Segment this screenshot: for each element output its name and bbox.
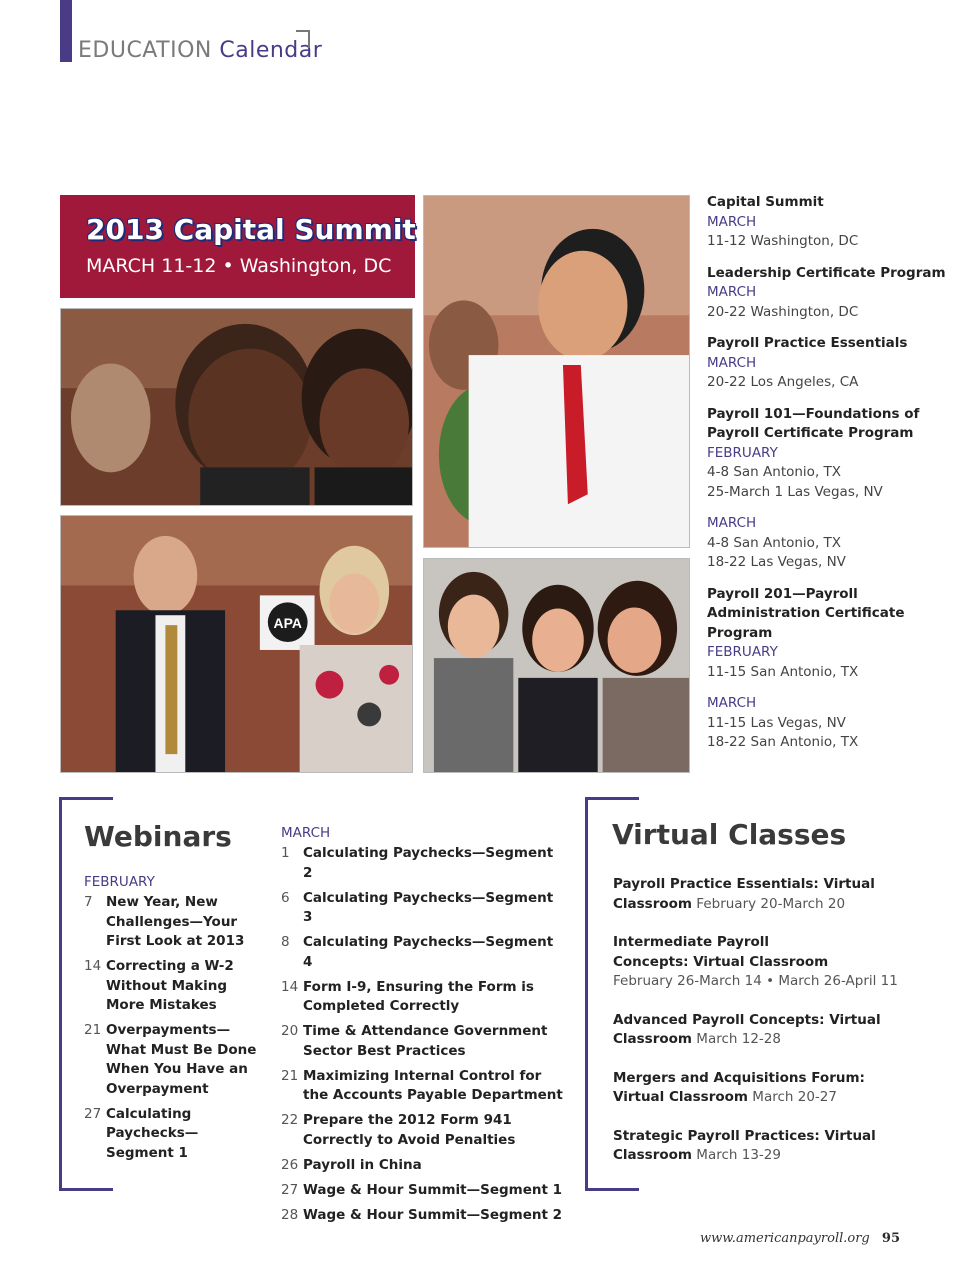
webinar-day: 26 xyxy=(281,1156,299,1173)
webinar-name: Maximizing Internal Control for the Accounts Payable Department xyxy=(303,1067,563,1103)
virtual-class-item xyxy=(613,875,913,914)
bracket-bottom xyxy=(585,1188,639,1191)
webinar-item xyxy=(281,1111,566,1150)
webinar-name: Prepare the 2012 Form 941 Correctly to Avoid Penalties xyxy=(303,1112,516,1148)
webinar-item xyxy=(281,1206,566,1226)
webinar-day: 6 xyxy=(281,889,290,906)
header-corner-mark xyxy=(296,30,310,48)
virtual-classes-bracket xyxy=(585,797,595,1191)
virtual-class-name: Payroll Practice Essentials: Virtual Classroom xyxy=(613,876,875,912)
webinar-day: 22 xyxy=(281,1112,299,1128)
banner-title: 2013 Capital Summit xyxy=(86,213,416,246)
webinar-day: 14 xyxy=(281,978,299,995)
webinar-name: Calculating Paychecks—Segment 2 xyxy=(303,845,554,881)
photo-man-red-tie xyxy=(423,195,690,548)
webinar-item xyxy=(84,893,264,952)
footer-url[interactable]: www.americanpayroll.org xyxy=(699,1231,870,1246)
webinar-name: Overpayments— What Must Be Done When You Have an Overpayment xyxy=(106,1022,257,1097)
event-entry xyxy=(707,405,947,503)
webinar-name: Payroll in China xyxy=(303,1156,422,1173)
webinar-item xyxy=(281,889,566,928)
virtual-class-dates: March 13-29 xyxy=(696,1147,781,1163)
webinar-item xyxy=(281,1156,566,1176)
webinars-bracket xyxy=(59,797,69,1191)
event-entry xyxy=(707,694,947,753)
webinars-march-month: MARCH xyxy=(281,825,331,841)
event-entry xyxy=(707,193,947,252)
webinar-name: Calculating Paychecks—Segment 4 xyxy=(303,934,554,970)
event-location: 4-8 San Antonio, TX xyxy=(707,464,842,480)
virtual-classes-list xyxy=(613,875,913,1185)
webinar-day: 8 xyxy=(281,934,290,950)
virtual-class-name: Strategic Payroll Practices: Virtual Classroom xyxy=(613,1127,876,1163)
webinar-day: 21 xyxy=(281,1067,299,1084)
event-name: Payroll 101—Foundations of Payroll Certificate Program xyxy=(707,405,920,441)
webinar-day: 27 xyxy=(281,1181,299,1198)
bracket-bottom xyxy=(59,1188,113,1191)
webinars-february-list xyxy=(84,893,264,1169)
event-entry xyxy=(707,264,947,323)
event-entry xyxy=(707,334,947,393)
virtual-class-item xyxy=(613,933,913,992)
event-month: MARCH xyxy=(707,213,757,230)
virtual-class-dates: March 12-28 xyxy=(696,1031,781,1047)
webinar-item xyxy=(281,844,566,883)
event-location: 20-22 Los Angeles, CA xyxy=(707,374,859,390)
virtual-class-name: Mergers and Acquisitions Forum: Virtual Classroom xyxy=(613,1069,865,1105)
event-location: 18-22 Las Vegas, NV xyxy=(707,554,846,570)
event-location: 25-March 1 Las Vegas, NV xyxy=(707,483,883,500)
sign-logo-text: APA xyxy=(273,615,302,632)
event-month: MARCH xyxy=(707,515,757,531)
banner-subtitle: MARCH 11-12 • Washington, DC xyxy=(86,255,392,277)
webinar-day: 7 xyxy=(84,894,93,910)
event-location: 11-15 Las Vegas, NV xyxy=(707,714,846,731)
webinars-february-month: FEBRUARY xyxy=(84,874,155,890)
webinar-name: Correcting a W-2 Without Making More Mistakes xyxy=(106,958,234,1013)
webinar-name: Form I-9, Ensuring the Form is Completed Correctly xyxy=(303,978,534,1014)
event-month: MARCH xyxy=(707,695,757,711)
event-month: FEBRUARY xyxy=(707,644,778,660)
virtual-classes-title: Virtual Classes xyxy=(612,818,847,851)
webinar-name: Calculating Paychecks—Segment 3 xyxy=(303,889,554,925)
photo-three-women xyxy=(423,558,690,773)
event-entry xyxy=(707,514,947,573)
webinar-day: 14 xyxy=(84,958,102,974)
webinar-name: Wage & Hour Summit—Segment 1 xyxy=(303,1181,563,1198)
webinar-name: Wage & Hour Summit—Segment 2 xyxy=(303,1206,563,1223)
event-name: Payroll Practice Essentials xyxy=(707,335,908,351)
webinar-day: 20 xyxy=(281,1023,299,1039)
event-location: 20-22 Washington, DC xyxy=(707,303,859,320)
webinar-item xyxy=(84,1105,264,1164)
photo-networking xyxy=(60,515,413,773)
virtual-class-dates: March 20-27 xyxy=(752,1089,837,1105)
webinar-day: 28 xyxy=(281,1206,299,1223)
header-accent-bar xyxy=(60,0,72,62)
virtual-class-name: Advanced Payroll Concepts: Virtual Classroom xyxy=(613,1011,881,1047)
webinar-day: 1 xyxy=(281,845,290,861)
event-location: 18-22 San Antonio, TX xyxy=(707,734,859,750)
webinar-item xyxy=(281,1181,566,1201)
page-number: 95 xyxy=(881,1231,900,1246)
bracket-top xyxy=(585,797,639,800)
webinar-item xyxy=(281,1067,566,1106)
photo-attendees-listening xyxy=(60,308,413,506)
section-title-light: EDUCATION xyxy=(78,38,212,63)
webinar-item xyxy=(84,957,264,1016)
virtual-class-item xyxy=(613,1011,913,1050)
virtual-class-dates: February 20-March 20 xyxy=(696,895,846,912)
event-location: 11-12 Washington, DC xyxy=(707,233,859,249)
webinar-day: 27 xyxy=(84,1105,102,1122)
webinar-name: New Year, New Challenges—Your First Look at 2013 xyxy=(106,894,245,949)
event-name: Leadership Certificate Program xyxy=(707,264,946,281)
event-location: 4-8 San Antonio, TX xyxy=(707,534,842,551)
webinar-name: Time & Attendance Government Sector Best Practices xyxy=(303,1023,548,1059)
webinar-item xyxy=(84,1021,264,1099)
section-title xyxy=(78,38,322,63)
webinar-item xyxy=(281,933,566,972)
webinar-name: Calculating Paychecks— Segment 1 xyxy=(106,1105,199,1161)
virtual-class-name: Intermediate Payroll Concepts: Virtual Classroom xyxy=(613,934,829,970)
capital-summit-banner xyxy=(60,195,415,298)
page-footer xyxy=(700,1231,900,1246)
event-name: Capital Summit xyxy=(707,194,824,210)
event-month: FEBRUARY xyxy=(707,444,778,461)
event-name: Payroll 201—Payroll Administration Certificate Program xyxy=(707,585,905,641)
virtual-class-item xyxy=(613,1127,913,1166)
webinars-title: Webinars xyxy=(84,820,232,853)
event-location: 11-15 San Antonio, TX xyxy=(707,663,859,680)
bracket-top xyxy=(59,797,113,800)
section-title-bold: Calendar xyxy=(219,38,323,63)
webinar-day: 21 xyxy=(84,1022,102,1038)
webinars-march-list xyxy=(281,844,566,1231)
event-month: MARCH xyxy=(707,284,757,300)
webinar-item xyxy=(281,978,566,1017)
virtual-class-item xyxy=(613,1069,913,1108)
event-calendar xyxy=(707,193,947,765)
webinar-item xyxy=(281,1022,566,1061)
virtual-class-dates: February 26-March 14 • March 26-April 11 xyxy=(613,973,898,989)
event-month: MARCH xyxy=(707,354,757,371)
event-entry xyxy=(707,585,947,683)
